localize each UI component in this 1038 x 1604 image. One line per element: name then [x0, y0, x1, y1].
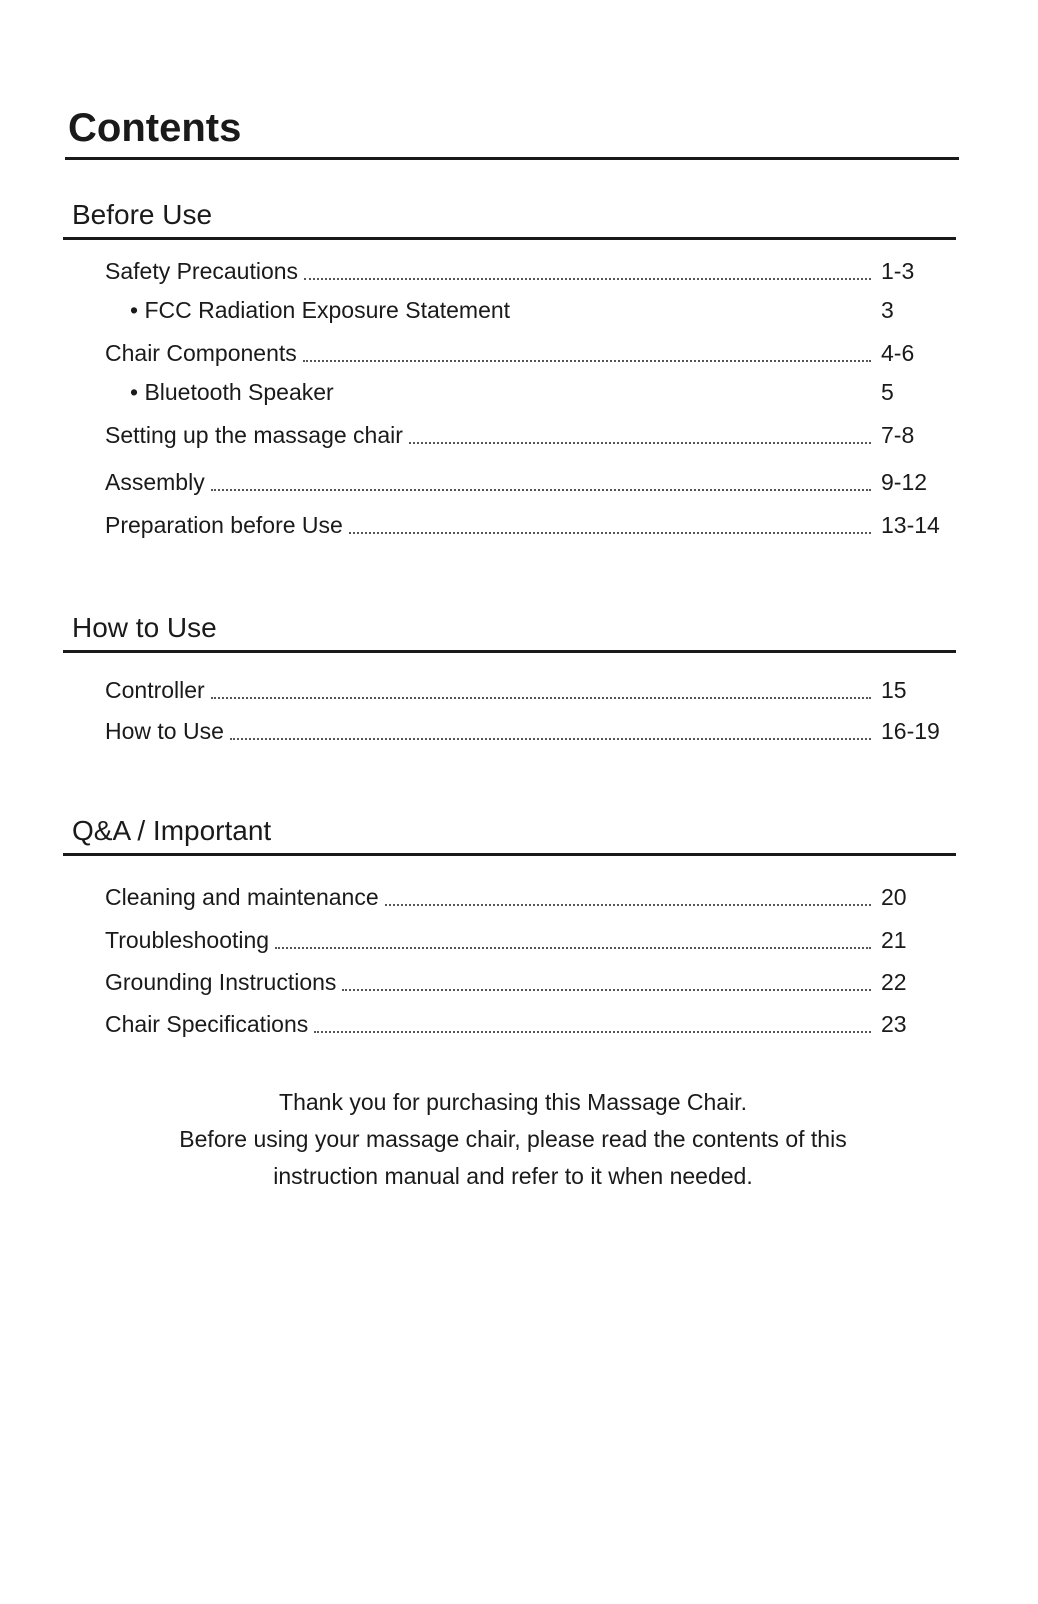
toc-page-number: 1-3: [881, 258, 915, 284]
toc-entry-label: Assembly: [105, 469, 205, 495]
dot-leader: [303, 360, 871, 362]
toc-entry-label: Grounding Instructions: [105, 969, 337, 995]
toc-entry-label: Safety Precautions: [105, 258, 299, 284]
toc-entry-specifications[interactable]: [105, 1009, 945, 1039]
toc-entry-label: Setting up the massage chair: [105, 422, 403, 448]
dot-leader: [409, 442, 871, 444]
toc-entry-safety-precautions[interactable]: [105, 256, 945, 286]
section-heading-before-use: Before Use: [72, 199, 213, 230]
toc-entry-label: Troubleshooting: [105, 927, 270, 953]
toc-page-number: 20: [881, 884, 907, 910]
toc-page-number: 4-6: [881, 340, 915, 366]
instruction-line: Before using your massage chair, please read the contents of this: [179, 1126, 847, 1152]
dot-leader: [342, 989, 871, 991]
toc-entry-chair-components[interactable]: [105, 338, 945, 368]
toc-entry-label: • FCC Radiation Exposure Statement: [130, 297, 511, 323]
toc-entry-label: Controller: [105, 677, 205, 703]
dot-leader: [230, 738, 871, 740]
toc-entry-controller[interactable]: [105, 675, 945, 705]
dot-leader: [211, 489, 871, 491]
dot-leader: [304, 278, 871, 280]
section-heading-how-to-use: How to Use: [72, 612, 217, 643]
toc-page-number: 22: [881, 969, 907, 995]
toc-entry-label: • Bluetooth Speaker: [130, 379, 334, 405]
toc-entry-setting-up[interactable]: [105, 420, 945, 450]
toc-entry-label: Cleaning and maintenance: [105, 884, 379, 910]
toc-page-number: 15: [881, 677, 907, 703]
dot-leader: [349, 532, 871, 534]
toc-page-number: 9-12: [881, 469, 928, 495]
section-divider: [63, 650, 956, 653]
section-divider: [63, 853, 956, 856]
page-title: Contents: [68, 106, 242, 150]
section-heading-qa-important: Q&A / Important: [72, 815, 272, 846]
toc-page-number: 5: [881, 379, 894, 405]
thank-you-note: [100, 1084, 926, 1195]
dot-leader: [275, 947, 871, 949]
toc-page-number: 16-19: [881, 718, 940, 744]
toc-page-number: 23: [881, 1011, 907, 1037]
toc-entry-fcc-statement[interactable]: [130, 295, 945, 325]
toc-entry-label: Chair Components: [105, 340, 297, 366]
toc-entry-label: Chair Specifications: [105, 1011, 309, 1037]
toc-entry-assembly[interactable]: [105, 467, 945, 497]
title-divider: [65, 157, 959, 160]
toc-page-number: 7-8: [881, 422, 915, 448]
toc-entry-bluetooth-speaker[interactable]: [130, 377, 945, 407]
toc-page-number: 13-14: [881, 512, 940, 538]
instruction-line: instruction manual and refer to it when needed.: [273, 1163, 753, 1189]
section-divider: [63, 237, 956, 240]
toc-entry-label: How to Use: [105, 718, 224, 744]
dot-leader: [385, 904, 871, 906]
toc-entry-troubleshooting[interactable]: [105, 925, 945, 955]
dot-leader: [314, 1031, 871, 1033]
toc-page-number: 21: [881, 927, 907, 953]
toc-entry-label: Preparation before Use: [105, 512, 343, 538]
toc-entry-how-to-use[interactable]: [105, 716, 945, 746]
toc-entry-preparation[interactable]: [105, 510, 945, 540]
toc-page-number: 3: [881, 297, 894, 323]
toc-entry-cleaning[interactable]: [105, 882, 945, 912]
toc-entry-grounding[interactable]: [105, 967, 945, 997]
dot-leader: [211, 697, 871, 699]
thank-you-line: Thank you for purchasing this Massage Chair.: [279, 1089, 747, 1115]
